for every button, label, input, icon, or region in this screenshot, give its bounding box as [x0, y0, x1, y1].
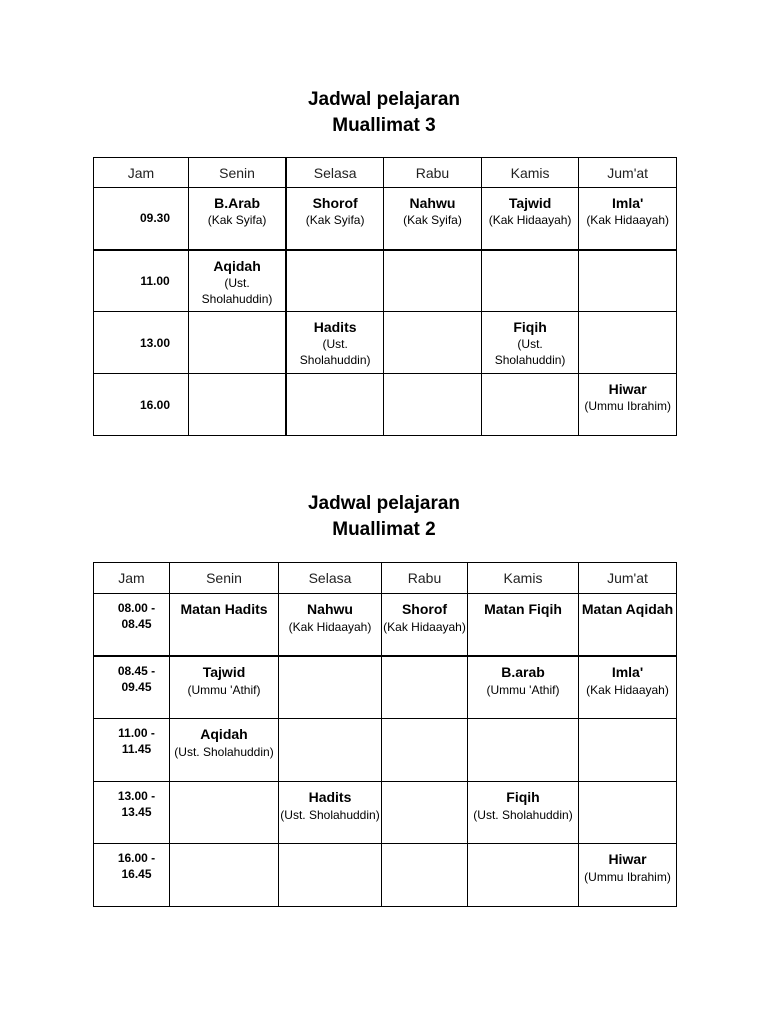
- subject: Aqidah: [200, 726, 248, 742]
- subject: Hadits: [313, 319, 357, 335]
- header-jumat: Jum'at: [579, 563, 677, 594]
- lesson-cell: [468, 844, 579, 907]
- subject: Hiwar: [608, 851, 647, 867]
- lesson-cell: [170, 781, 279, 844]
- lesson-cell: [286, 250, 384, 312]
- table-row: [94, 844, 677, 907]
- schedule2-title: [0, 491, 768, 543]
- subject: B.Arab: [214, 195, 260, 211]
- schedule1-title-line1: Jadwal pelajaran: [307, 89, 461, 110]
- subject: [382, 844, 467, 850]
- lesson-cell: [384, 188, 482, 250]
- subject: [279, 844, 381, 850]
- lesson-cell: [579, 188, 677, 250]
- lesson-cell: [189, 312, 287, 374]
- schedule2-title-line2: Muallimat 2: [332, 519, 436, 540]
- table-row: [94, 656, 677, 719]
- subject: Aqidah: [213, 257, 261, 274]
- subject: [189, 312, 285, 318]
- header-jam: Jam: [94, 158, 189, 188]
- time-cell: 13.00 - 13.45: [94, 781, 170, 844]
- teacher: (Ust. Sholahuddin): [201, 275, 273, 306]
- lesson-cell: [481, 374, 579, 436]
- subject: [279, 719, 381, 725]
- subject: Matan Aqidah: [581, 601, 674, 617]
- subject: [579, 719, 676, 725]
- lesson-cell: [384, 312, 482, 374]
- lesson-cell: [170, 656, 279, 719]
- lesson-cell: [579, 312, 677, 374]
- lesson-cell: [286, 374, 384, 436]
- subject: [468, 719, 578, 725]
- lesson-cell: [286, 188, 384, 250]
- lesson-cell: [579, 250, 677, 312]
- lesson-cell: [382, 844, 468, 907]
- subject: [384, 312, 481, 318]
- lesson-cell: [579, 719, 677, 782]
- schedule1-table: [93, 157, 677, 436]
- subject: [279, 657, 381, 663]
- subject: [382, 782, 467, 788]
- header-selasa: Selasa: [286, 158, 384, 188]
- teacher: (Kak Hidaayah): [586, 213, 670, 227]
- table-row: [94, 594, 677, 657]
- lesson-cell: [189, 250, 287, 312]
- subject: Fiqih: [506, 788, 540, 805]
- subject: [579, 782, 676, 788]
- teacher: (Ummu 'Athif): [486, 683, 560, 697]
- subject: Shorof: [401, 601, 448, 617]
- lesson-cell: [286, 312, 384, 374]
- lesson-cell: [189, 188, 287, 250]
- subject: Hadits: [308, 788, 352, 805]
- teacher: (Ust. Sholahuddin): [494, 337, 566, 367]
- subject: [468, 844, 578, 850]
- subject: [384, 374, 481, 380]
- subject: Matan Hadits: [180, 601, 268, 617]
- teacher: (Ust. Sholahuddin): [174, 745, 274, 759]
- lesson-cell: [468, 594, 579, 657]
- lesson-cell: [170, 719, 279, 782]
- teacher: (Ust. Sholahuddin): [473, 807, 573, 822]
- schedule1-header-row: [94, 158, 677, 188]
- table-row: [94, 188, 677, 250]
- schedule2-table: [93, 562, 677, 907]
- teacher: (Kak Hidaayah): [586, 683, 669, 697]
- time-cell: 16.00 - 16.45: [94, 844, 170, 907]
- table-row: [94, 312, 677, 374]
- lesson-cell: [384, 250, 482, 312]
- subject: [482, 374, 579, 380]
- lesson-cell: [481, 188, 579, 250]
- teacher: (Ummu Ibrahim): [584, 870, 671, 884]
- time-cell: 09.30: [94, 188, 189, 250]
- lesson-cell: [579, 844, 677, 907]
- subject: Nahwu: [409, 195, 456, 211]
- lesson-cell: [382, 594, 468, 657]
- table-row: [94, 719, 677, 782]
- schedule2-title-line1: Jadwal pelajaran: [307, 493, 461, 514]
- subject: Nahwu: [307, 601, 353, 617]
- time-cell: 08.45 - 09.45: [94, 656, 170, 719]
- lesson-cell: [579, 656, 677, 719]
- lesson-cell: [481, 312, 579, 374]
- lesson-cell: [468, 781, 579, 844]
- teacher: (Kak Syifa): [305, 213, 365, 227]
- header-senin: Senin: [189, 158, 287, 188]
- subject: [170, 844, 278, 850]
- time-cell: 16.00: [94, 374, 189, 436]
- subject: [482, 251, 579, 257]
- header-selasa: Selasa: [279, 563, 382, 594]
- time-cell: 11.00 - 11.45: [94, 719, 170, 782]
- table-row: [94, 374, 677, 436]
- lesson-cell: [279, 594, 382, 657]
- schedule2-header-row: [94, 563, 677, 594]
- lesson-cell: [468, 719, 579, 782]
- header-rabu: Rabu: [382, 563, 468, 594]
- table-row: [94, 781, 677, 844]
- header-kamis: Kamis: [481, 158, 579, 188]
- subject: [382, 657, 467, 663]
- teacher: (Ust. Sholahuddin): [299, 337, 371, 367]
- lesson-cell: [468, 656, 579, 719]
- subject: Imla': [612, 195, 644, 211]
- subject: [384, 251, 481, 257]
- lesson-cell: [170, 594, 279, 657]
- time-cell: 08.00 - 08.45: [94, 594, 170, 657]
- subject: [579, 312, 676, 318]
- teacher: (Ummu 'Athif): [187, 683, 261, 697]
- lesson-cell: [579, 374, 677, 436]
- subject: [579, 251, 676, 257]
- subject: [382, 719, 467, 725]
- lesson-cell: [279, 781, 382, 844]
- lesson-cell: [579, 594, 677, 657]
- time-cell: 11.00: [94, 250, 189, 312]
- lesson-cell: [384, 374, 482, 436]
- subject: Imla': [611, 664, 644, 680]
- subject: Tajwid: [508, 195, 552, 211]
- subject: [170, 782, 278, 788]
- header-jumat: Jum'at: [579, 158, 677, 188]
- lesson-cell: [382, 781, 468, 844]
- subject: Fiqih: [513, 319, 547, 335]
- table-row: [94, 250, 677, 312]
- subject: Matan Fiqih: [484, 601, 562, 617]
- teacher: (Kak Syifa): [207, 213, 267, 227]
- subject: [287, 251, 383, 257]
- lesson-cell: [279, 656, 382, 719]
- subject: Hiwar: [608, 381, 647, 397]
- subject: [287, 374, 383, 380]
- teacher: (Kak Syifa): [403, 213, 462, 227]
- header-jam: Jam: [94, 563, 170, 594]
- teacher: (Kak Hidaayah): [383, 620, 466, 634]
- lesson-cell: [382, 656, 468, 719]
- lesson-cell: [481, 250, 579, 312]
- lesson-cell: [279, 844, 382, 907]
- lesson-cell: [189, 374, 287, 436]
- header-rabu: Rabu: [384, 158, 482, 188]
- teacher: (Ust. Sholahuddin): [280, 807, 380, 822]
- teacher: (Ummu Ibrahim): [584, 399, 671, 413]
- subject: [189, 374, 285, 380]
- schedule1-title-line2: Muallimat 3: [332, 115, 436, 136]
- subject: B.arab: [501, 664, 545, 680]
- teacher: (Kak Hidaayah): [488, 213, 572, 227]
- teacher: (Kak Hidaayah): [288, 620, 372, 634]
- subject: Tajwid: [202, 664, 246, 680]
- lesson-cell: [170, 844, 279, 907]
- header-kamis: Kamis: [468, 563, 579, 594]
- lesson-cell: [279, 719, 382, 782]
- time-cell: 13.00: [94, 312, 189, 374]
- lesson-cell: [382, 719, 468, 782]
- schedule1-title: [0, 87, 768, 139]
- subject: Shorof: [312, 195, 358, 211]
- header-senin: Senin: [170, 563, 279, 594]
- lesson-cell: [579, 781, 677, 844]
